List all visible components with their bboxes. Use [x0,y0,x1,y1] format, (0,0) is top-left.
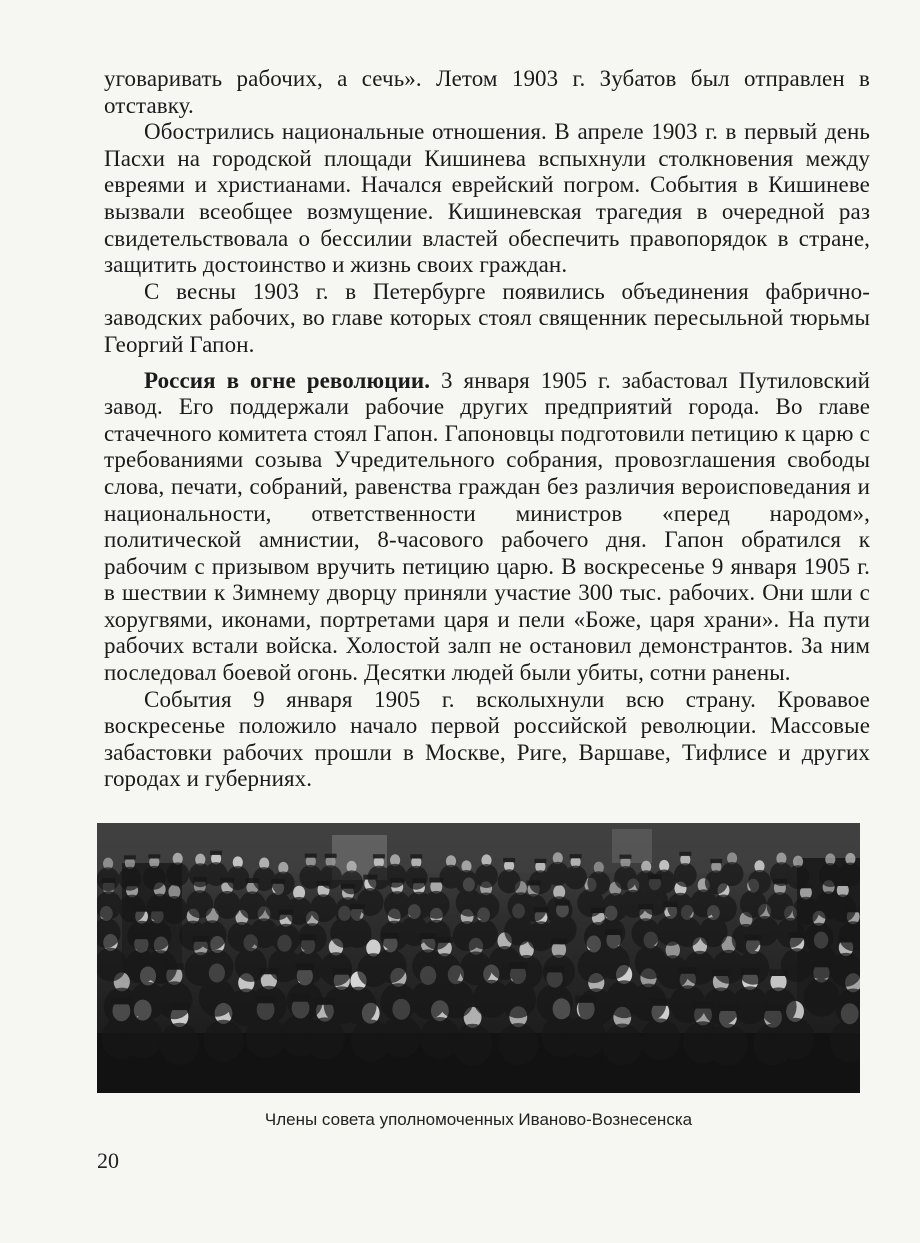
photo-caption: Члены совета уполномоченных Иваново-Вознесенска [264,1110,693,1129]
paragraph-continuation: уговаривать рабочих, а сечь». Летом 1903 г. Зубатов был отправлен в отставку. [104,66,870,118]
section-title: Россия в огне революции. [144,367,431,393]
paragraph-revolution [104,368,870,687]
main-text [104,66,870,793]
paragraph-revolution-text: 3 января 1905 г. забастовал Путиловский завод. Его поддержали рабочие других предприятий города. Во главе стачечного комитета стоял Гапон. Гапоновцы подготовили петицию к царю с требованиями созыва Учредительного собрания, провозглашения свободы слова, печати, собраний, равенства граждан без различия вероисповедания и национальности, ответственности министров «перед народом», политической амнистии, 8-часового рабочего дня. Гапон обратился к рабочим с призывом вручить петицию царю. В воскресенье 9 января 1905 г. в шествии к Зимнему дворцу приняли участие 300 тыс. рабочих. Они шли с хоругвями, иконами, портретами царя и пели «Боже, царя храни». На пути рабочих встали войска. Холостой залп не остановил демонстрантов. За ним последовал боевой огонь. Десятки людей были убиты, сотни ранены. [104,367,870,686]
paragraph-gapon-unions: С весны 1903 г. в Петербурге появились объединения фабрично-заводских рабочих, во главе которых стоял священник пересыльной тюрьмы Георгий Гапон. [104,278,870,357]
crowd-photo-illustration [97,823,860,1093]
paragraph-national-relations: Обострились национальные отношения. В апреле 1903 г. в первый день Пасхи на городской площади Кишинева вспыхнули столкновения между евреями и христианами. Начался еврейский погром. События в Кишиневе вызвали всеобщее возмущение. Кишиневская трагедия в очередной раз свидетельствовала о бессилии властей обеспечить правопорядок в стране, защитить достоинство и жизнь своих граждан. [104,119,870,278]
paragraph-bloody-sunday: События 9 января 1905 г. всколыхнули всю страну. Кровавое воскресенье положило начало первой российской революции. Массовые забастовки рабочих прошли в Москве, Риге, Варшаве, Тифлисе и других городах и губерниях. [104,686,870,792]
historical-group-photo [97,823,860,1093]
page-number: 20 [97,1148,119,1173]
